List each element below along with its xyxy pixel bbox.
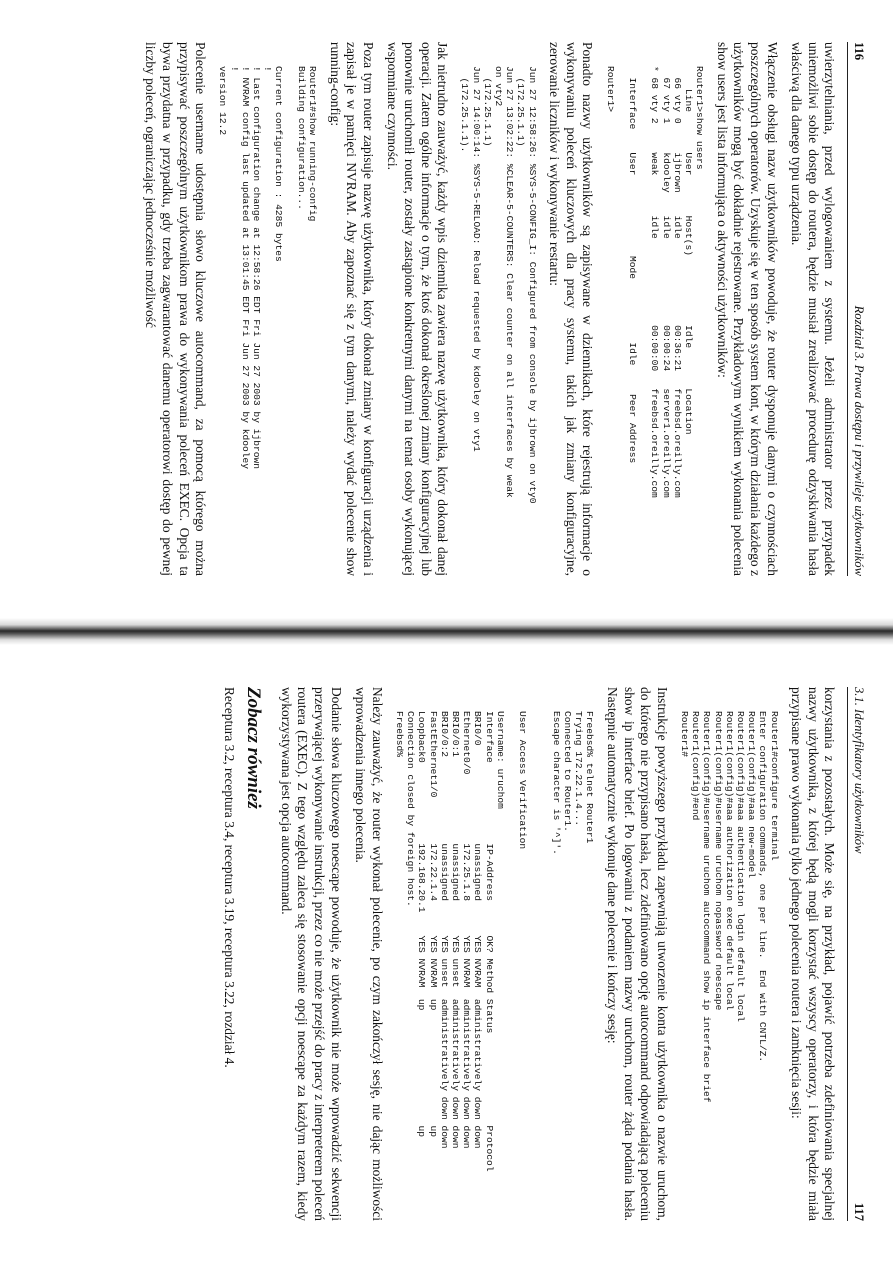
paragraph: uwierzytelniania, przed wylogowaniem z systemu. Jeżeli administrator przez przypadek uniemożliwi sobie dostęp do routera, będzie musiał zrealizować procedurę odzyskiwania hasła właściwą dla danego typu urządzenia. — [789, 42, 838, 576]
running-title-left: Rozdział 3. Prawa dostępu i przywileje użytkowników — [852, 305, 866, 576]
paragraph: korzystania z pozostałych. Może się, na przykład, pojawić potrzeba zdefiniowania specjalnej nazwy użytkownika, z której będą mogli korzystać wszyscy operatorzy, i która będzie miała przypisane prawo wykonania tylko jednego polecenia routera i zamknięcia sesji: — [789, 687, 838, 1221]
page-number-right: 117 — [852, 1202, 866, 1221]
code-show-users: Router1>show users Line User Host(s) Idle Location 66 vty 0 ijbrown idle 00:36:21 freebsd.oreilly.com 67 vty 1 kdooley idle 00:00:24 server1.oreilly.com * 68 vty 2 weak idle 00:00:00 freebsd.oreilly.com Interface User Mode Idle Peer Address Router1> — [604, 66, 706, 498]
paragraph: Należy zauważyć, że router wykonał polecenie, po czym zakończył sesję, nie dając możliwości wprowadzenia innego polecenia. — [353, 687, 385, 1221]
paragraph: Instrukcje powyższego przykładu zapewniają utworzenie konta użytkownika o nazwie uruchom, do którego nie przypisano hasła, lecz zdefiniowano opcję autocommand odpowiadającą poleceniu show ip interface brief. Po logowaniu z podaniem nazwy uruchom, router żąda podania hasła. Następnie automatycznie wykonuje dane polecenie i kończy sesję: — [605, 687, 670, 1221]
right-page — [0, 645, 893, 1263]
see-also-text: Receptura 3.2, receptura 3.4, receptura 3.19, receptura 3.22, rozdział 4. — [221, 687, 237, 1068]
left-page — [0, 0, 893, 618]
paragraph: Polecenie username udostępnia słowo kluczowe autocommand, za pomocą którego można przypisywać poszczególnym użytkownikom prawa do wykonywania poleceń EXEC. Opcja ta bywa przydatna w przypadku, gdy trzeba zagwarantować danemu operatorowi dostęp do pewnej liczby poleceń, ograniczając jednocześnie możliwość — [143, 42, 209, 576]
paragraph: Jak nietrudno zauważyć, każdy wpis dziennika zawiera nazwę użytkownika, który dokonał danej operacji. Zatem ogólne informacje o tym, że ktoś dokonał określonej zmiany konfiguracyjnej lub ponownie uruchomił router, zostały zastąpione konkretnymi danymi na temat osoby wykonującej wspomniane czynności. — [385, 42, 451, 576]
code-config: Router1#configure terminal Enter configuration commands, one per line. End with CNTL/Z. Router1(config)#aaa new-model Router1(config)#aaa authentication login default local Router1(config)#aaa authorization exec default local Router1(config)#username uruchom nopassword noescape Router1(config)#username uruchom autocommand show ip interface brief Router1(config)#end Router1# — [679, 711, 780, 1103]
running-header-right — [847, 687, 867, 1221]
code-log-entries: Jun 27 12:58:26: %SYS-5-CONFIG_I: Configured from console by ijbrown on vty0 (172.25.1.1) Jun 27 13:02:22: %CLEAR-5-COUNTERS: Clear counter on all interfaces by weak on vty2 (172.25.1.1) Jun 27 14:00:14: %SYS-5-RELOAD: Reload requested by kdooley on vty1 (172.25.1.1). — [459, 66, 538, 504]
paragraph: Poza tym router zapisuje nazwę użytkownika, który dokonał zmiany w konfiguracji urządzenia i zapisał je w pamięci NVRAM. Aby zapoznać się z tym danymi, należy wydać polecenie show running-config: — [327, 42, 376, 576]
code-running-config: Router1#show running-config Building configuration... Current configuration : 4285 bytes ! ! Last configuration change at 12:58:26 EDT Fri Jun 27 2003 by ijbrown ! NVRAM config last updated at 13:01:45 EDT Fri Jun 27 2003 by kdooley ! version 12.2 — [217, 66, 319, 470]
paragraph: Włączenie obsługi nazw użytkowników powoduje, że router dysponuje danymi o czynnościach poszczególnych operatorów. Uzyskuje się w ten sposób system kont, w którym działania każdego z użytkowników mogą być dokładnie rejestrowane. Przykładowym wynikiem wykonania polecenia show users jest lista informująca o aktywności użytkowników: — [714, 42, 780, 576]
running-header-left — [847, 42, 867, 576]
page-number-left: 116 — [852, 42, 866, 61]
paragraph: Dodanie słowa kluczowego noescape powoduje, że użytkownik nie może wprowadzić sekwencji przerywającej wykonywanie instrukcji, przez co nie może przejść do pracy z interpreterem poleceń routera (EXEC). Z tego względu zaleca się stosowanie opcji noescape za każdym razem, kiedy wykorzystywana jest opcja autocommand. — [278, 687, 344, 1221]
see-also-heading: Zobacz również — [243, 687, 265, 809]
code-telnet-session: Freebsd% telnet Router1 Trying 172.22.1.4... Connected to Router1. Escape character is '^]'. User Access Verification Username: uruchom Interface IP-Address OK? Method Status Protocol BRI0/0 unassigned YES NVRAM administratively down down Ethernet0/0 172.25.1.8 YES NVRAM administratively down down BRI0/0:1 unassigned YES unset administratively down down BRI0/0:2 unassigned YES unset administratively down down FastEthernet1/0 172.22.1.4 YES NVRAM up up Loopback0 192.168.20.1 YES NVRAM up up Connection closed by foreign host. Freebsd% — [393, 711, 596, 1172]
paragraph: Ponadto nazwy użytkowników są zapisywane w dziennikach, które rejestrują informacje o wykonywaniu poleceń kluczowych dla pracy systemu, takich jak zmiany konfiguracyjne, zerowanie liczników i wykonywanie restartu: — [547, 42, 596, 576]
running-title-right: 3.1. Identyfikatory użytkowników — [852, 687, 866, 854]
book-gutter — [0, 618, 893, 645]
